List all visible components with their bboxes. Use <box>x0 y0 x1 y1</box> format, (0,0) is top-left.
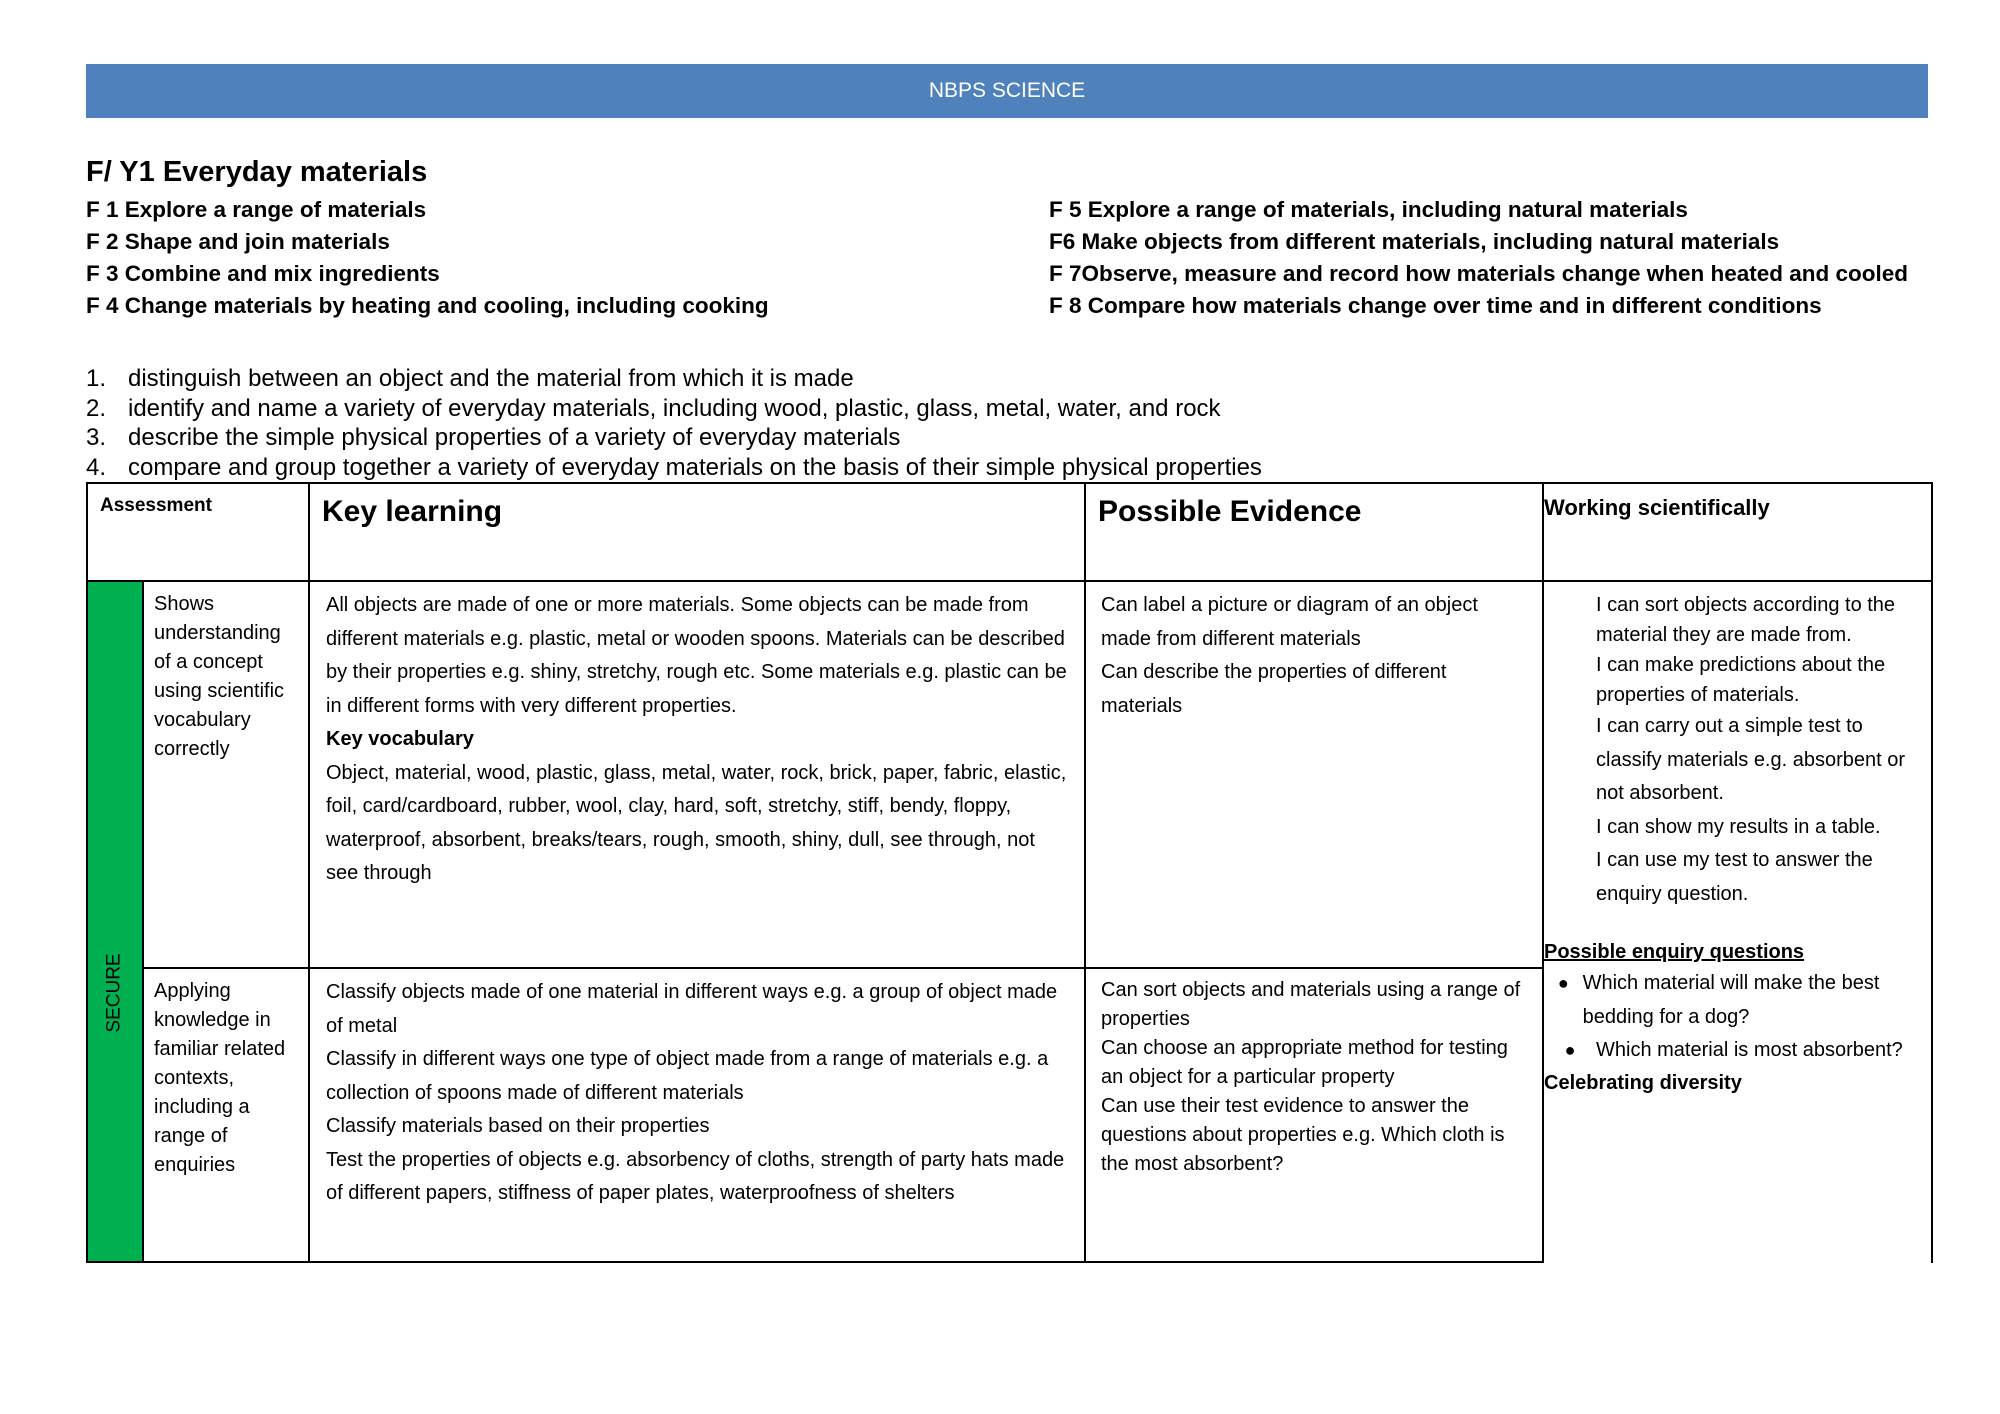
list-number: 2. <box>86 394 107 422</box>
list-item <box>86 423 1262 453</box>
ws-item: I can sort objects according to the material they are made from. <box>1596 594 1896 646</box>
list-item <box>86 394 1262 424</box>
header-possible-evidence: Possible Evidence <box>1086 482 1544 582</box>
objective-item: F6 Make objects from different materials, including natural materials <box>1049 229 1780 254</box>
evidence-item: Can sort objects and materials using a range of properties <box>1101 979 1521 1030</box>
curriculum-list <box>86 364 1262 482</box>
enquiry-question-text: Which material is most absorbent? <box>1596 1039 1903 1061</box>
ws-item: I can carry out a simple test to classify materials e.g. absorbent or not absorbent. <box>1596 715 1906 804</box>
list-text: compare and group together a variety of everyday materials on the basis of their simple physical properties <box>128 453 1262 481</box>
objective-item: F 8 Compare how materials change over time and in different conditions <box>1049 293 1822 318</box>
header-working-scientifically: Working scientifically <box>1544 482 1933 582</box>
bullet-icon: ● <box>1564 1040 1576 1060</box>
header-banner <box>86 64 1928 118</box>
list-number: 1. <box>86 365 107 392</box>
secure-label: SECURE <box>104 953 125 1033</box>
working-scientifically-cell <box>1544 582 1933 1263</box>
key-learning-item: Test the properties of objects e.g. absorbency of cloths, strength of party hats made of different papers, stiffness of paper plates, waterproofness of shelters <box>326 1148 1065 1204</box>
evidence-row2 <box>1086 969 1544 1263</box>
enquiry-question <box>1544 1034 1931 1068</box>
key-learning-row2 <box>310 969 1086 1263</box>
celebrating-diversity: Celebrating diversity <box>1544 1071 1742 1094</box>
key-learning-item: Classify in different ways one type of object made from a range of materials e.g. a collection of spoons made of different materials <box>326 1048 1049 1104</box>
banner-title: NBPS SCIENCE <box>928 79 1086 102</box>
header-key-learning: Key learning <box>310 482 1086 582</box>
list-item <box>86 364 1262 394</box>
list-number: 4. <box>86 453 107 481</box>
list-text: identify and name a variety of everyday materials, including wood, plastic, glass, metal, water, and rock <box>128 394 1221 422</box>
document-title: F/ Y1 Everyday materials <box>86 156 428 188</box>
enquiry-question-text: Which material will make the best bedding for a dog? <box>1582 972 1880 1028</box>
secure-band <box>86 582 144 1263</box>
objective-item: F 5 Explore a range of materials, including natural materials <box>1049 197 1688 222</box>
objective-item: F 1 Explore a range of materials <box>86 197 427 222</box>
assessment-table <box>86 482 1933 1263</box>
descriptor-applying: Applying knowledge in familiar related contexts, including a range of enquiries <box>144 969 310 1263</box>
ws-item: I can make predictions about the properties of materials. <box>1596 654 1886 706</box>
list-text: distinguish between an object and the material from which it is made <box>128 365 854 392</box>
objectives-left <box>86 194 769 322</box>
key-learning-item: Classify objects made of one material in different ways e.g. a group of object made of metal <box>326 981 1058 1037</box>
key-learning-item: Classify materials based on their properties <box>326 1115 710 1137</box>
header-assessment: Assessment <box>86 482 310 582</box>
ws-item: I can use my test to answer the enquiry question. <box>1596 849 1873 905</box>
evidence-row1 <box>1086 582 1544 969</box>
enquiry-question <box>1544 967 1931 1034</box>
evidence-item: Can choose an appropriate method for testing an object for a particular property <box>1101 1037 1508 1088</box>
list-number: 3. <box>86 424 107 451</box>
objective-item: F 4 Change materials by heating and cooling, including cooking <box>86 293 769 318</box>
enquiry-heading: Possible enquiry questions <box>1544 941 1805 963</box>
objective-item: F 7Observe, measure and record how materials change when heated and cooled <box>1049 261 1909 286</box>
objectives-right <box>1049 194 1908 322</box>
key-learning-text: All objects are made of one or more materials. Some objects can be made from different materials e.g. plastic, metal or wooden spoons. Materials can be described by their properties e.g. shiny, stretchy, rough etc. Some materials e.g. plastic can be in different forms with very different properties. <box>326 594 1067 717</box>
key-vocabulary-heading: Key vocabulary <box>326 728 474 750</box>
bullet-icon: ● <box>1557 973 1569 993</box>
list-text: describe the simple physical properties of a variety of everyday materials <box>128 424 901 451</box>
descriptor-understanding: Shows understanding of a concept using scientific vocabulary correctly <box>144 582 310 969</box>
objective-item: F 3 Combine and mix ingredients <box>86 261 440 286</box>
evidence-item: Can describe the properties of different materials <box>1101 661 1447 717</box>
evidence-item: Can label a picture or diagram of an object made from different materials <box>1101 594 1478 650</box>
evidence-item: Can use their test evidence to answer the questions about properties e.g. Which cloth is the most absorbent? <box>1101 1095 1505 1175</box>
list-item <box>86 453 1262 483</box>
ws-item: I can show my results in a table. <box>1596 815 1881 838</box>
key-learning-row1 <box>310 582 1086 969</box>
objective-item: F 2 Shape and join materials <box>86 229 390 254</box>
key-vocabulary-text: Object, material, wood, plastic, glass, metal, water, rock, brick, paper, fabric, elastic, foil, card/cardboard, rubber, wool, clay, hard, soft, stretchy, stiff, bendy, floppy, waterproof, absorbent, breaks/tears, rough, smooth, shiny, dull, see through, not see through <box>326 761 1067 884</box>
